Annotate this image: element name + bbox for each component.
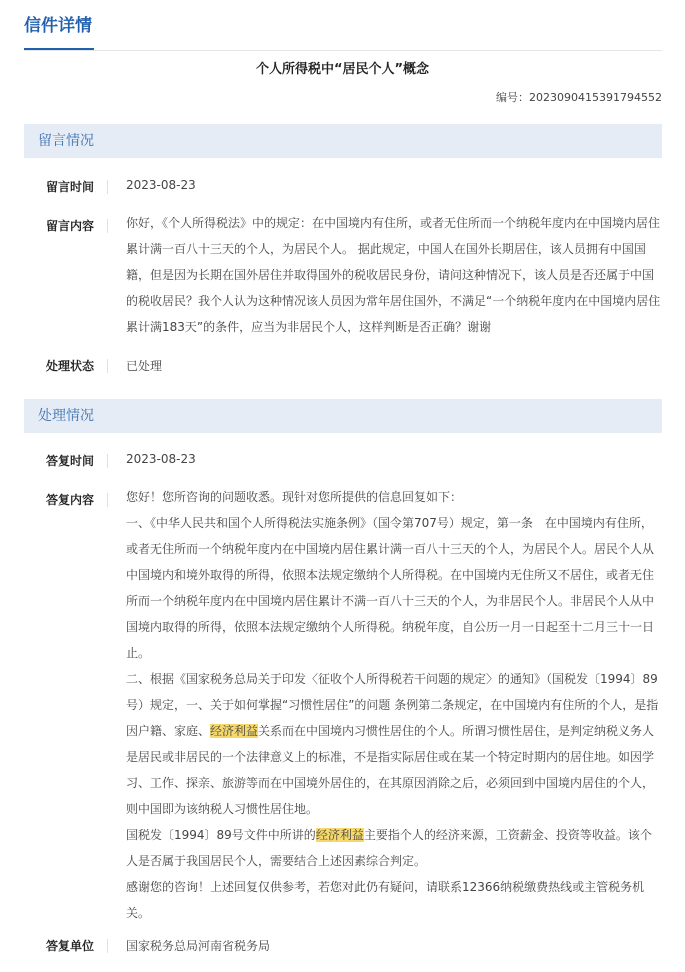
serial-number: 2023090415391794552 [529,91,662,104]
highlighted-keyword: 经济利益 [315,828,364,842]
label-divider [107,219,108,233]
reply-time-label: 答复时间 [45,454,94,468]
status-value: 已处理 [126,359,163,373]
reply-text: 主要指个人的经济来源，工资薪金、投资等收益。该个人是否属于我国居民个人，需要结合上述因素综合判定。 [126,828,652,868]
reply-text: 关系而在中国境内习惯性居住的个人。所谓习惯性居住，是判定纳税义务人是居民或非居民的一个法律意义上的标准，不是指实际居住或在某一个特定时期内的居住地。如因学习、工作、探亲、旅游等而在中国境外居住的，在其原因消除之后，必须回到中国境内居住的个人，则中国即为该纳税人习惯性居住地。 [126,724,655,816]
reply-content-body [126,484,662,926]
reply-paragraph: 您好！您所咨询的问题收悉。现针对您所提供的信息回复如下： [126,490,463,504]
label-divider [107,493,108,507]
reply-time-value: 2023-08-23 [126,452,196,466]
reply-text: 国税发〔1994〕89号文件中所讲的 [126,828,316,842]
page-header [24,10,662,51]
message-section-title: 留言情况 [38,133,94,149]
reply-content-label: 答复内容 [45,493,94,507]
letter-serial [496,89,662,105]
reply-text: 二、根据《国家税务总局关于印发〈征收个人所得税若干问题的规定〉的通知》（国税发〔1994〕89号）规定，一、关于如何掌握“习惯性居住”的问题 条例第二条规定，在中国境内有住所的个人，是指因户籍、家庭、 [126,672,659,738]
label-divider [107,359,108,373]
status-label: 处理状态 [45,359,94,373]
label-divider [107,454,108,468]
message-time-label: 留言时间 [45,180,94,194]
highlighted-keyword: 经济利益 [210,724,259,738]
label-divider [107,939,108,953]
message-section-header [24,124,662,158]
tab-letter-detail[interactable]: 信件详情 [24,10,94,50]
reply-paragraph: 感谢您的咨询！上述回复仅供参考，若您对此仍有疑问，请联系12366纳税缴费热线或主管税务机关。 [126,880,645,920]
label-divider [107,180,108,194]
message-time-value: 2023-08-23 [126,178,196,192]
reply-paragraph [126,666,662,822]
reply-section-header [24,399,662,433]
letter-title: 个人所得税中“居民个人”概念 [255,62,430,77]
reply-unit-label: 答复单位 [45,939,94,953]
reply-paragraph [126,822,662,874]
message-content-label: 留言内容 [45,219,94,233]
reply-paragraph: 一、《中华人民共和国个人所得税法实施条例》（国令第707号）规定，第一条 在中国境内有住所，或者无住所而一个纳税年度内在中国境内居住累计满一百八十三天的个人，为居民个人。居民个人从中国境内和境外取得的所得，依照本法规定缴纳个人所得税。在中国境内无住所又不居住，或者无住所而一个纳税年度内在中国境内居住累计不满一百八十三天的个人，为非居民个人。非居民个人从中国境内取得的所得，依照本法规定缴纳个人所得税。纳税年度，自公历一月一日起至十二月三十一日止。 [126,516,655,660]
message-content-text: 你好，《个人所得税法》中的规定：在中国境内有住所，或者无住所而一个纳税年度内在中国境内居住累计满一百八十三天的个人，为居民个人。 据此规定，中国人在国外长期居住，该人员拥有中国国籍，但是因为长期在国外居住并取得国外的税收居民身份，请问这种情况下，该人员是否还属于中国的税收居民？我个人认为这种情况该人员因为常年居住国外，不满足“一个纳税年度内在中国境内居住累计满183天”的条件，应当为非居民个人，这样判断是否正确？谢谢 [126,216,661,334]
serial-label: 编号： [496,91,530,104]
reply-unit-value: 国家税务总局河南省税务局 [126,939,271,953]
reply-section-title: 处理情况 [38,408,94,424]
